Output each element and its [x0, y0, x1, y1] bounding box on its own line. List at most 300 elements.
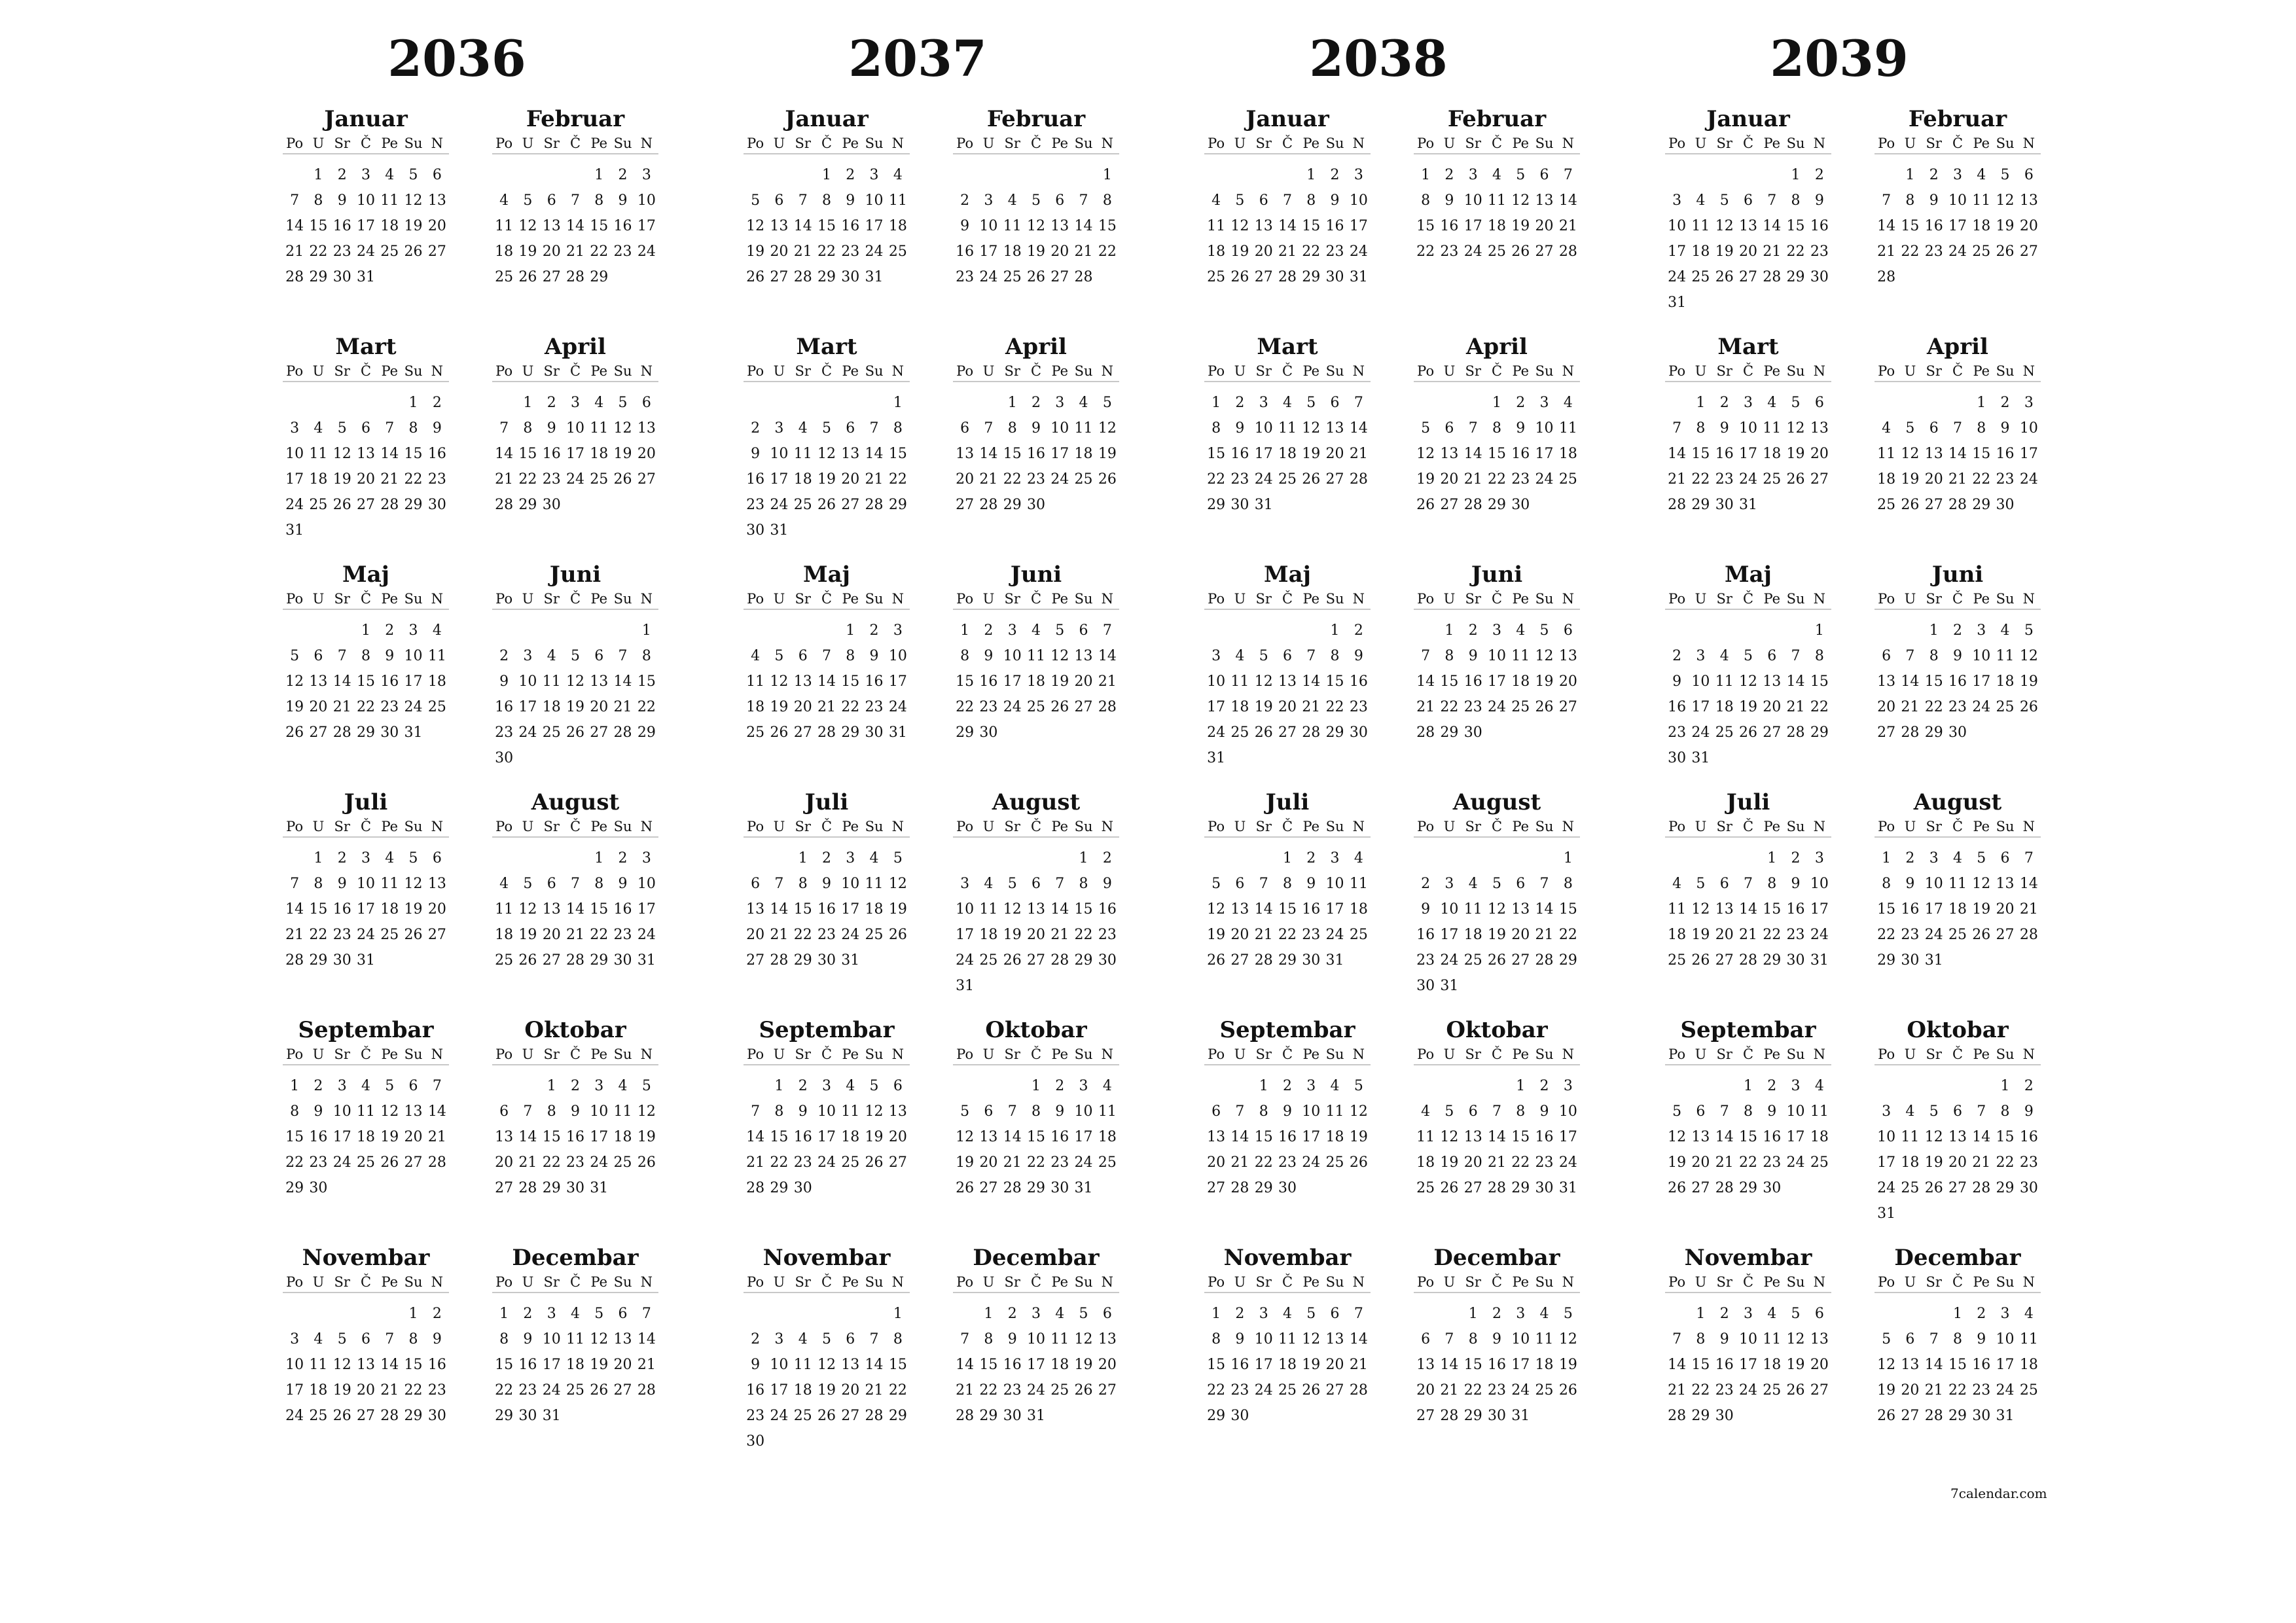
day-cell: 20 — [404, 1129, 423, 1145]
day-cell: 22 — [1924, 699, 1943, 715]
weekday-label: Sr — [1465, 363, 1481, 379]
day-cell: 8 — [1696, 420, 1706, 437]
day-cell: 24 — [356, 927, 375, 943]
week-row — [1414, 973, 1580, 999]
week-row — [283, 618, 449, 643]
day-cell: 13 — [404, 1103, 423, 1120]
day-cell: 1 — [1468, 1306, 1478, 1322]
month-days — [744, 1293, 910, 1454]
weekday-label: Sr — [795, 363, 811, 379]
day-cell: 19 — [332, 471, 351, 488]
day-cell: 4 — [594, 395, 604, 411]
day-cell: 30 — [565, 1180, 584, 1196]
day-cell: 9 — [1468, 648, 1478, 664]
day-cell: 4 — [1563, 395, 1573, 411]
month-days — [744, 838, 910, 973]
day-cell: 1 — [1259, 1078, 1268, 1094]
weekday-label: Su — [613, 363, 632, 379]
day-cell: 22 — [1098, 243, 1117, 260]
weekday-label: N — [431, 363, 444, 379]
week-row — [283, 1327, 449, 1352]
weekday-label: Su — [1074, 1274, 1093, 1290]
weekday-label: N — [431, 135, 444, 151]
day-cell: 13 — [1996, 876, 2015, 892]
day-cell: 16 — [1230, 446, 1249, 462]
week-row — [492, 213, 658, 239]
day-cell: 27 — [542, 269, 561, 285]
year-title: 2038 — [1309, 29, 1448, 88]
day-cell: 16 — [979, 673, 998, 690]
day-cell: 1 — [408, 395, 418, 411]
day-cell: 29 — [1207, 1408, 1226, 1424]
weekday-header — [492, 134, 658, 154]
weekday-label: Č — [1742, 1046, 1754, 1062]
weekday-label: Su — [865, 819, 884, 834]
day-cell: 5 — [1882, 1331, 1892, 1347]
day-cell: 3 — [641, 167, 651, 183]
day-cell: 28 — [1050, 952, 1069, 969]
month-days — [1874, 1293, 2041, 1429]
day-cell: 11 — [356, 1103, 375, 1120]
day-cell: 7 — [1354, 395, 1363, 411]
week-row — [1204, 390, 1371, 416]
week-row — [1665, 441, 1831, 467]
month-days — [1874, 382, 2041, 518]
empty-cell — [953, 1301, 977, 1327]
weekday-label: Pe — [1973, 1274, 1990, 1290]
weekday-label: Pe — [1051, 591, 1069, 607]
day-cell: 7 — [618, 648, 628, 664]
day-cell: 2 — [1031, 395, 1041, 411]
empty-cell — [1204, 618, 1228, 643]
day-cell: 31 — [1668, 294, 1687, 311]
week-row — [953, 441, 1119, 467]
weekday-label: N — [640, 363, 653, 379]
day-cell: 6 — [1516, 876, 1526, 892]
day-cell: 28 — [1302, 724, 1321, 741]
week-row — [283, 264, 449, 290]
day-cell: 30 — [1487, 1408, 1506, 1424]
day-cell: 27 — [1278, 724, 1297, 741]
day-cell: 16 — [1715, 1357, 1734, 1373]
weekday-label: U — [1904, 135, 1916, 151]
week-row — [492, 1175, 658, 1201]
day-cell: 18 — [865, 901, 884, 918]
day-cell: 4 — [1672, 876, 1682, 892]
empty-cell — [331, 390, 354, 416]
month-block — [492, 560, 658, 771]
week-row — [1665, 871, 1831, 897]
day-cell: 3 — [1696, 648, 1706, 664]
day-cell: 22 — [404, 1382, 423, 1399]
day-cell: 29 — [1738, 1180, 1757, 1196]
empty-cell — [1532, 720, 1556, 745]
week-row — [1665, 213, 1831, 239]
weekday-label: U — [773, 591, 785, 607]
day-cell: 6 — [1929, 420, 1939, 437]
day-cell: 12 — [404, 192, 423, 209]
day-cell: 5 — [594, 1306, 604, 1322]
day-cell: 11 — [1948, 876, 1967, 892]
day-cell: 23 — [542, 471, 561, 488]
empty-cell — [611, 492, 634, 518]
empty-cell — [283, 1301, 306, 1327]
weekday-label: Pe — [1973, 1046, 1990, 1062]
day-cell: 22 — [309, 927, 328, 943]
day-cell: 18 — [1230, 699, 1249, 715]
day-cell: 20 — [637, 446, 656, 462]
day-cell: 4 — [314, 420, 323, 437]
weekday-label: N — [640, 1046, 653, 1062]
day-cell: 13 — [1278, 673, 1297, 690]
day-cell: 6 — [751, 876, 761, 892]
empty-cell — [815, 618, 838, 643]
day-cell: 19 — [565, 699, 584, 715]
day-cell: 29 — [1877, 952, 1896, 969]
empty-cell — [564, 162, 587, 188]
day-cell: 15 — [1972, 446, 1991, 462]
day-cell: 1 — [1031, 1078, 1041, 1094]
week-row — [1665, 1175, 1831, 1201]
empty-cell — [744, 618, 767, 643]
day-cell: 11 — [2019, 1331, 2038, 1347]
day-cell: 22 — [542, 1154, 561, 1171]
weekday-label: Pe — [381, 1274, 399, 1290]
empty-cell — [1969, 1201, 1993, 1226]
day-cell: 23 — [979, 699, 998, 715]
day-cell: 17 — [888, 673, 907, 690]
weekday-label: N — [431, 1274, 444, 1290]
weekday-header — [1665, 134, 1831, 154]
weekday-label: Sr — [795, 1274, 811, 1290]
month-block — [283, 788, 449, 973]
weekday-label: Č — [1491, 1046, 1503, 1062]
day-cell: 20 — [1810, 446, 1829, 462]
week-row — [1665, 1099, 1831, 1124]
week-row — [1204, 897, 1371, 922]
week-row — [1204, 264, 1371, 290]
day-cell: 28 — [1948, 497, 1967, 513]
day-cell: 12 — [865, 1103, 884, 1120]
day-cell: 12 — [1207, 901, 1226, 918]
weekday-label: U — [773, 1046, 785, 1062]
day-cell: 28 — [770, 952, 789, 969]
empty-cell — [331, 1301, 354, 1327]
weekday-label: Su — [1786, 1274, 1805, 1290]
empty-cell — [1462, 390, 1485, 416]
weekday-label: Pe — [1302, 135, 1320, 151]
week-row — [953, 871, 1119, 897]
day-cell: 16 — [1003, 1357, 1022, 1373]
day-cell: 29 — [817, 269, 836, 285]
day-cell: 28 — [1763, 269, 1782, 285]
week-row — [283, 390, 449, 416]
weekday-label: N — [891, 1274, 905, 1290]
day-cell: 11 — [1691, 218, 1710, 234]
empty-cell — [1532, 1403, 1556, 1429]
weekday-label: Su — [1535, 591, 1554, 607]
month-name: Maj — [342, 562, 389, 588]
week-row — [283, 1352, 449, 1378]
day-cell: 16 — [542, 446, 561, 462]
week-row — [1414, 1099, 1580, 1124]
weekday-label: Č — [821, 819, 833, 834]
day-cell: 3 — [1791, 1078, 1801, 1094]
day-cell: 12 — [817, 1357, 836, 1373]
week-row — [744, 948, 910, 973]
day-cell: 8 — [1929, 648, 1939, 664]
day-cell: 16 — [1302, 901, 1321, 918]
day-cell: 12 — [1026, 218, 1045, 234]
day-cell: 11 — [1416, 1129, 1435, 1145]
weekday-label: Pe — [590, 363, 608, 379]
day-cell: 23 — [427, 1382, 446, 1399]
day-cell: 25 — [1463, 952, 1482, 969]
weekday-label: Pe — [381, 819, 399, 834]
day-cell: 30 — [495, 750, 514, 766]
day-cell: 17 — [1558, 1129, 1577, 1145]
empty-cell — [815, 1175, 838, 1201]
day-cell: 3 — [337, 1078, 347, 1094]
day-cell: 23 — [1278, 1154, 1297, 1171]
day-cell: 9 — [547, 420, 556, 437]
day-cell: 6 — [641, 395, 651, 411]
empty-cell — [791, 162, 815, 188]
day-cell: 5 — [337, 420, 347, 437]
week-row — [1414, 1378, 1580, 1403]
week-row — [1874, 1124, 2041, 1150]
day-cell: 29 — [1302, 269, 1321, 285]
week-row — [1665, 1378, 1831, 1403]
day-cell: 16 — [309, 1129, 328, 1145]
day-cell: 16 — [332, 218, 351, 234]
day-cell: 26 — [518, 269, 537, 285]
day-cell: 17 — [285, 1382, 304, 1399]
week-row — [1874, 720, 2041, 745]
day-cell: 25 — [309, 1408, 328, 1424]
day-cell: 24 — [1487, 699, 1506, 715]
day-cell: 9 — [1719, 1331, 1729, 1347]
empty-cell — [1048, 162, 1071, 188]
empty-cell — [791, 1301, 815, 1327]
day-cell: 26 — [888, 927, 907, 943]
weekday-label: Pe — [1763, 819, 1781, 834]
day-cell: 28 — [380, 1408, 399, 1424]
month-block — [744, 560, 910, 745]
week-row — [1204, 1073, 1371, 1099]
day-cell: 10 — [285, 1357, 304, 1373]
day-cell: 29 — [979, 1408, 998, 1424]
day-cell: 17 — [1786, 1129, 1805, 1145]
empty-cell — [862, 1429, 886, 1454]
empty-cell — [1713, 846, 1736, 871]
weekday-label: U — [1443, 135, 1456, 151]
day-cell: 23 — [1302, 927, 1321, 943]
day-cell: 17 — [841, 901, 860, 918]
day-cell: 1 — [1102, 167, 1112, 183]
day-cell: 1 — [1444, 622, 1454, 639]
weekday-label: Sr — [1004, 135, 1020, 151]
empty-cell — [378, 264, 401, 290]
day-cell: 11 — [1026, 648, 1045, 664]
day-cell: 31 — [356, 952, 375, 969]
day-cell: 24 — [1786, 1154, 1805, 1171]
day-cell: 1 — [314, 167, 323, 183]
day-cell: 14 — [1535, 901, 1554, 918]
weekday-label: Po — [1668, 1046, 1686, 1062]
day-cell: 12 — [1786, 1331, 1805, 1347]
day-cell: 23 — [1535, 1154, 1554, 1171]
empty-cell — [953, 846, 977, 871]
empty-cell — [744, 846, 767, 871]
empty-cell — [611, 745, 634, 771]
empty-cell — [564, 846, 587, 871]
day-cell: 4 — [1211, 192, 1221, 209]
month-days — [283, 838, 449, 973]
day-cell: 25 — [613, 1154, 632, 1171]
week-row — [1204, 922, 1371, 948]
day-cell: 3 — [523, 648, 533, 664]
day-cell: 28 — [1349, 1382, 1368, 1399]
weekday-label: N — [2022, 591, 2036, 607]
day-cell: 14 — [1074, 218, 1093, 234]
day-cell: 7 — [1444, 1331, 1454, 1347]
day-cell: 6 — [547, 192, 556, 209]
day-cell: 3 — [1055, 395, 1065, 411]
weekday-label: Pe — [842, 1274, 859, 1290]
weekday-label: Pe — [842, 363, 859, 379]
empty-cell — [1760, 290, 1784, 315]
weekday-label: Po — [747, 1046, 764, 1062]
month-days — [1414, 154, 1580, 264]
day-cell: 4 — [846, 1078, 855, 1094]
day-cell: 25 — [427, 699, 446, 715]
empty-cell — [1665, 618, 1689, 643]
day-cell: 29 — [404, 497, 423, 513]
empty-cell — [767, 846, 791, 871]
day-cell: 14 — [285, 901, 304, 918]
day-cell: 13 — [542, 218, 561, 234]
day-cell: 31 — [542, 1408, 561, 1424]
day-cell: 20 — [1098, 1357, 1117, 1373]
week-row — [1204, 871, 1371, 897]
day-cell: 5 — [1905, 420, 1915, 437]
day-cell: 11 — [1278, 420, 1297, 437]
day-cell: 8 — [1516, 1103, 1526, 1120]
empty-cell — [1276, 618, 1299, 643]
weekday-label: Po — [495, 1274, 513, 1290]
day-cell: 2 — [1977, 1306, 1986, 1322]
weekday-label: Su — [1325, 1046, 1344, 1062]
day-cell: 21 — [793, 243, 812, 260]
day-cell: 28 — [565, 952, 584, 969]
day-cell: 13 — [590, 673, 609, 690]
day-cell: 10 — [1440, 901, 1459, 918]
empty-cell — [1532, 846, 1556, 871]
day-cell: 26 — [1050, 699, 1069, 715]
week-row — [1414, 1124, 1580, 1150]
week-row — [1414, 1175, 1580, 1201]
week-row — [1874, 162, 2041, 188]
empty-cell — [1228, 1073, 1251, 1099]
day-cell: 10 — [285, 446, 304, 462]
day-cell: 2 — [2000, 395, 2010, 411]
weekday-label: Č — [360, 363, 372, 379]
week-row — [1874, 897, 2041, 922]
day-cell: 27 — [1440, 497, 1459, 513]
weekday-label: N — [1813, 591, 1826, 607]
day-cell: 18 — [590, 446, 609, 462]
day-cell: 15 — [1487, 446, 1506, 462]
week-row — [283, 492, 449, 518]
day-cell: 13 — [1026, 901, 1045, 918]
weekday-header — [953, 134, 1119, 154]
day-cell: 20 — [1511, 927, 1530, 943]
empty-cell — [1276, 492, 1299, 518]
day-cell: 12 — [518, 901, 537, 918]
day-cell: 9 — [1444, 192, 1454, 209]
day-cell: 6 — [1079, 622, 1088, 639]
day-cell: 18 — [1325, 1129, 1344, 1145]
day-cell: 20 — [2019, 218, 2038, 234]
day-cell: 9 — [1719, 420, 1729, 437]
day-cell: 5 — [1055, 622, 1065, 639]
week-row — [953, 1378, 1119, 1403]
month-block — [953, 1016, 1119, 1201]
weekday-label: Sr — [1004, 819, 1020, 834]
week-row — [492, 441, 658, 467]
weekday-label: Č — [1030, 363, 1042, 379]
weekday-label: Po — [1208, 363, 1225, 379]
week-row — [1204, 1150, 1371, 1175]
day-cell: 21 — [285, 927, 304, 943]
day-cell: 2 — [314, 1078, 323, 1094]
week-row — [492, 618, 658, 643]
weekday-label: N — [1101, 591, 1114, 607]
day-cell: 5 — [1031, 192, 1041, 209]
weekday-label: Pe — [1973, 135, 1990, 151]
day-cell: 27 — [1416, 1408, 1435, 1424]
week-row — [492, 720, 658, 745]
day-cell: 29 — [309, 269, 328, 285]
day-cell: 18 — [793, 471, 812, 488]
weekday-label: Su — [1074, 1046, 1093, 1062]
empty-cell — [1001, 846, 1024, 871]
day-cell: 26 — [404, 243, 423, 260]
day-cell: 15 — [1026, 1129, 1045, 1145]
day-cell: 14 — [956, 1357, 975, 1373]
day-cell: 5 — [1235, 192, 1245, 209]
day-cell: 6 — [893, 1078, 903, 1094]
empty-cell — [1437, 390, 1461, 416]
week-row — [1665, 188, 1831, 213]
day-cell: 2 — [432, 395, 442, 411]
day-cell: 6 — [1444, 420, 1454, 437]
day-cell: 6 — [408, 1078, 418, 1094]
day-cell: 17 — [1254, 446, 1273, 462]
month-block — [1874, 560, 2041, 745]
week-row — [744, 694, 910, 720]
day-cell: 20 — [542, 927, 561, 943]
month-name: Decembar — [1433, 1245, 1560, 1271]
day-cell: 22 — [637, 699, 656, 715]
weekday-label: N — [891, 591, 905, 607]
day-cell: 3 — [984, 192, 994, 209]
empty-cell — [564, 1403, 587, 1429]
weekday-header — [1414, 361, 1580, 382]
day-cell: 4 — [499, 876, 509, 892]
day-cell: 16 — [746, 1382, 765, 1399]
